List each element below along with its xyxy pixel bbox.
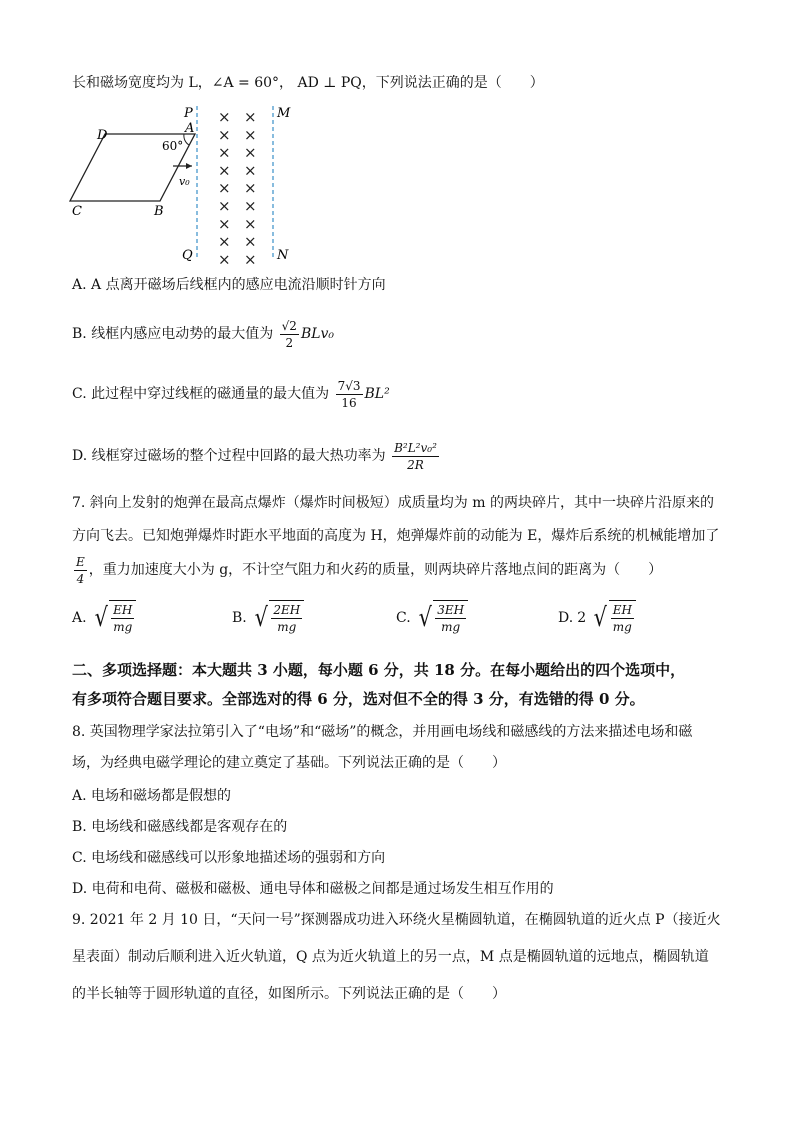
field-cross-icon: × — [218, 108, 231, 126]
label-M: M — [277, 106, 291, 121]
field-cross-icon: × — [218, 143, 231, 162]
field-cross-icon: × — [244, 108, 257, 126]
magnetic-field-crosses — [218, 108, 257, 268]
q7-line-1: 7. 斜向上发射的炮弹在最高点爆炸（爆炸时间极短）成质量均为 m 的两块碎片，其中一块碎片沿原来的 — [72, 495, 714, 511]
field-cross-icon: × — [218, 125, 231, 144]
q6-D-num: B²L²v₀² — [394, 440, 437, 455]
q6-option-B[interactable]: B. 线框内感应电动势的最大值为 $\frac{√2}{2}$ BLv₀ — [72, 318, 335, 350]
label-A: A — [185, 121, 195, 136]
field-cross-icon: × — [244, 232, 257, 251]
section-2-heading-line-2: 有多项符合题目要求。全部选对的得 6 分，选对但不全的得 3 分，有选错的得 0 分。 — [72, 690, 645, 708]
label-N: N — [277, 248, 289, 263]
field-cross-icon: × — [218, 214, 231, 233]
label-C: C — [72, 204, 82, 219]
field-cross-icon: × — [218, 161, 231, 180]
q8-option-A[interactable]: A. 电场和磁场都是假想的 — [72, 788, 232, 804]
label-Q: Q — [182, 248, 193, 263]
q8-option-C[interactable]: C. 电场线和磁感线可以形象地描述场的强弱和方向 — [72, 850, 386, 866]
field-cross-icon: × — [244, 214, 257, 233]
q6-D-den: 2R — [407, 457, 424, 472]
field-cross-icon: × — [244, 197, 257, 215]
field-cross-icon: × — [218, 232, 231, 251]
q7-option-D[interactable]: D. 2 √ $\frac{EH}{mg}$ — [558, 600, 636, 636]
q7-option-C[interactable]: C. √ $\frac{3EH}{mg}$ — [396, 600, 468, 636]
q6-B-den: 2 — [285, 335, 294, 350]
q6-C-den: 16 — [341, 395, 357, 410]
q7-line-3: $\frac{E}{4}$ ，重力加速度大小为 g，不计空气阻力和火药的质量，则两块碎片落地点间的距离为（ ） — [76, 554, 663, 586]
label-B: B — [154, 204, 164, 219]
q8-line-1: 8. 英国物理学家法拉第引入了“电场”和“磁场”的概念，并用画电场线和磁感线的方法来描述电场和磁 — [72, 724, 693, 740]
field-cross-icon: × — [244, 125, 257, 144]
q9-line-2: 星表面）制动后顺利进入近火轨道，Q 点为近火轨道上的另一点，M 点是椭圆轨道的远地点，椭圆轨道 — [72, 949, 709, 965]
q6-B-num: √2 — [281, 318, 297, 333]
section-2-heading-line-1: 二、多项选择题：本大题共 3 小题，每小题 6 分，共 18 分。在每小题给出的四个选项中， — [72, 661, 686, 679]
q7-options — [72, 600, 732, 646]
field-cross-icon: × — [218, 250, 231, 269]
field-cross-icon: × — [218, 197, 231, 215]
q6-option-A[interactable]: A. A 点离开磁场后线框内的感应电流沿顺时针方向 — [72, 277, 386, 293]
q7-option-A[interactable]: A. √ $\frac{EH}{mg}$ — [72, 600, 136, 636]
q6-stem: 长和磁场宽度均为 L，∠A = 60°， AD ⊥ PQ，下列说法正确的是（ ） — [72, 75, 544, 91]
label-angle: 60° — [162, 139, 184, 153]
q8-line-2: 场，为经典电磁学理论的建立奠定了基础。下列说法正确的是（ ） — [72, 755, 506, 771]
field-cross-icon: × — [244, 143, 257, 162]
q9-line-1: 9. 2021 年 2 月 10 日，“天问一号”探测器成功进入环绕火星椭圆轨道，在椭圆轨道的近火点 P（接近火 — [72, 912, 721, 928]
label-P: P — [184, 106, 193, 121]
q9-line-3: 的半长轴等于圆形轨道的直径，如图所示。下列说法正确的是（ ） — [72, 986, 506, 1002]
q6-option-C[interactable]: C. 此过程中穿过线框的磁通量的最大值为 $\frac{7√3}{16}$ BL² — [72, 378, 390, 410]
label-D: D — [97, 128, 108, 143]
q6-figure — [60, 100, 310, 270]
q6-C-num: 7√3 — [337, 378, 361, 393]
field-cross-icon: × — [218, 179, 231, 198]
q7-line-2: 方向飞去。已知炮弹爆炸时距水平地面的高度为 H，炮弹爆炸前的动能为 E，爆炸后系统的机械能增加了 — [72, 528, 720, 544]
field-cross-icon: × — [244, 250, 257, 269]
field-cross-icon: × — [244, 179, 257, 198]
field-cross-icon: × — [244, 161, 257, 180]
q6-option-D[interactable]: D. 线框穿过磁场的整个过程中回路的最大热功率为 $\frac{\text{B²L²v₀²}}{2R}$ — [72, 440, 437, 472]
q8-option-D[interactable]: D. 电荷和电荷、磁极和磁极、通电导体和磁极之间都是通过场发生相互作用的 — [72, 881, 554, 897]
q7-option-B[interactable]: B. √ $\frac{2EH}{mg}$ — [232, 600, 304, 636]
q8-option-B[interactable]: B. 电场线和磁感线都是客观存在的 — [72, 819, 288, 835]
label-v0: v₀ — [179, 175, 190, 188]
